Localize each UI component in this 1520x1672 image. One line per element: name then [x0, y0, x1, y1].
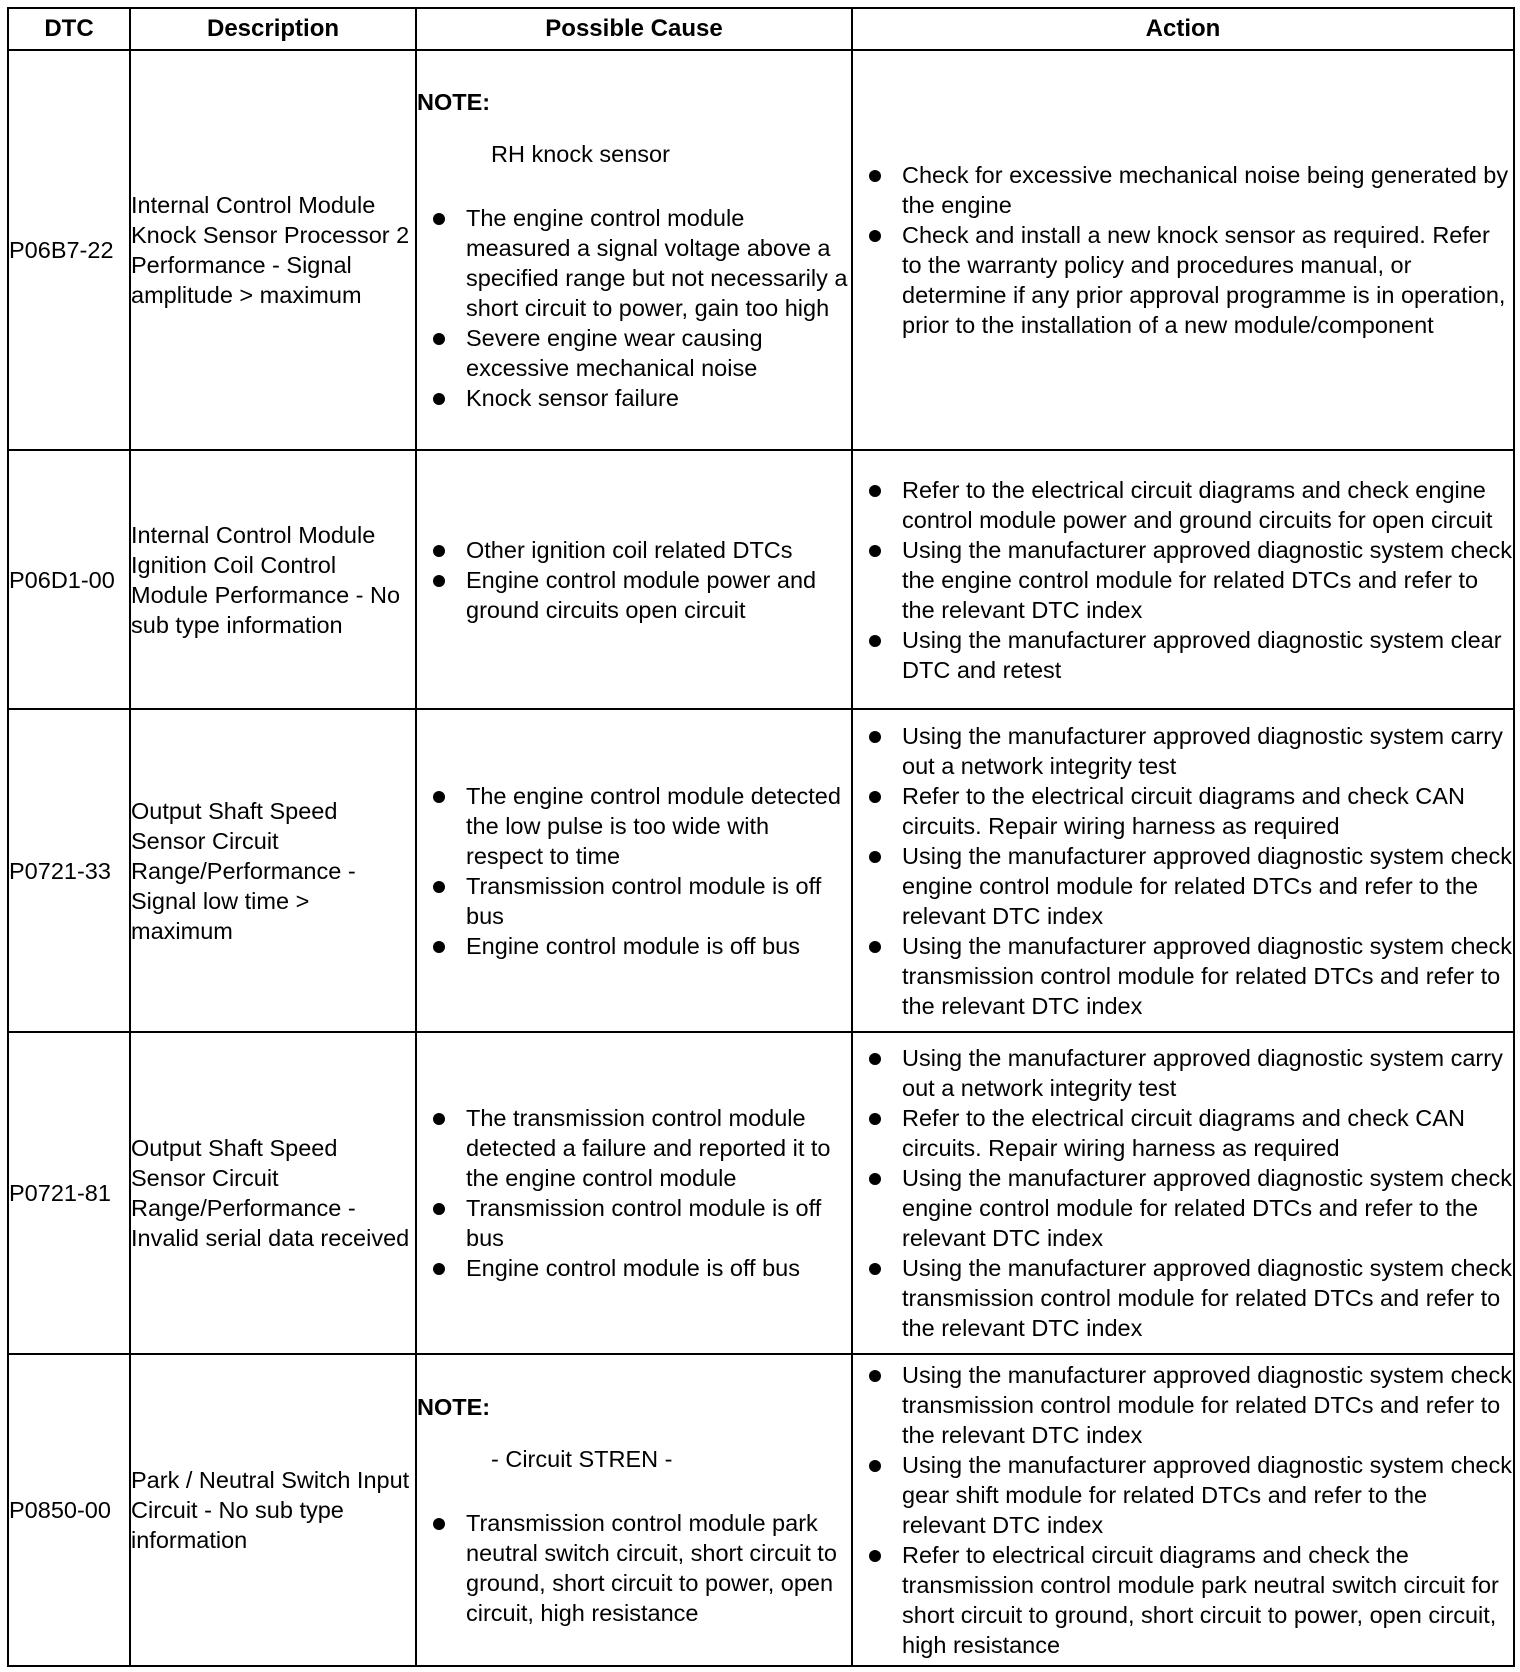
list-item: Using the manufacturer approved diagnostic system carry out a network integrity test [853, 1043, 1513, 1103]
list-item: Knock sensor failure [417, 383, 851, 413]
list-item: Using the manufacturer approved diagnostic system check the engine control module for related DTCs and refer to the relevant DTC index [853, 535, 1513, 625]
dtc-code: P0721-81 [8, 1032, 130, 1354]
header-row [8, 8, 1514, 50]
list-item: Refer to the electrical circuit diagrams and check engine control module power and ground circuits for open circuit [853, 475, 1513, 535]
list-item: Using the manufacturer approved diagnostic system check gear shift module for related DTCs and refer to the relevant DTC index [853, 1450, 1513, 1540]
list-item: The engine control module measured a signal voltage above a specified range but not necessarily a short circuit to power, gain too high [417, 203, 851, 323]
note-label: NOTE: [417, 89, 491, 115]
list-item: Engine control module is off bus [417, 1253, 851, 1283]
list-item: Using the manufacturer approved diagnostic system carry out a network integrity test [853, 721, 1513, 781]
list-item: Transmission control module is off bus [417, 871, 851, 931]
possible-cause [416, 50, 852, 450]
header-description: Description [130, 8, 416, 50]
cause-list [417, 203, 851, 413]
list-item: The engine control module detected the low pulse is too wide with respect to time [417, 781, 851, 871]
action-list [853, 475, 1513, 685]
table-row [8, 1032, 1514, 1354]
list-item: Engine control module power and ground circuits open circuit [417, 565, 851, 625]
list-item: Using the manufacturer approved diagnostic system check transmission control module for related DTCs and refer to the relevant DTC index [853, 1360, 1513, 1450]
note-label: NOTE: [417, 1394, 491, 1420]
list-item: Using the manufacturer approved diagnostic system check transmission control module for related DTCs and refer to the relevant DTC index [853, 1253, 1513, 1343]
cause-list [417, 781, 851, 961]
description: Park / Neutral Switch Input Circuit - No sub type information [130, 1354, 416, 1666]
list-item: Transmission control module park neutral switch circuit, short circuit to ground, short circuit to power, open circuit, high resistance [417, 1508, 851, 1628]
list-item: The transmission control module detected a failure and reported it to the engine control module [417, 1103, 851, 1193]
header-possible-cause: Possible Cause [416, 8, 852, 50]
list-item: Using the manufacturer approved diagnostic system check engine control module for related DTCs and refer to the relevant DTC index [853, 1163, 1513, 1253]
dtc-code: P06B7-22 [8, 50, 130, 450]
list-item: Using the manufacturer approved diagnostic system check transmission control module for related DTCs and refer to the relevant DTC index [853, 931, 1513, 1021]
list-item: Transmission control module is off bus [417, 1193, 851, 1253]
action [852, 450, 1514, 709]
list-item: Using the manufacturer approved diagnostic system clear DTC and retest [853, 625, 1513, 685]
dtc-code: P0721-33 [8, 709, 130, 1032]
action [852, 1032, 1514, 1354]
list-item: Refer to electrical circuit diagrams and check the transmission control module park neutral switch circuit for short circuit to ground, short circuit to power, open circuit, high resistance [853, 1540, 1513, 1660]
possible-cause [416, 709, 852, 1032]
table-row [8, 50, 1514, 450]
note-text: RH knock sensor [491, 141, 670, 167]
action-list [853, 1360, 1513, 1660]
list-item: Refer to the electrical circuit diagrams and check CAN circuits. Repair wiring harness as required [853, 781, 1513, 841]
list-item: Refer to the electrical circuit diagrams and check CAN circuits. Repair wiring harness as required [853, 1103, 1513, 1163]
description: Output Shaft Speed Sensor Circuit Range/Performance - Signal low time > maximum [130, 709, 416, 1032]
header-action: Action [852, 8, 1514, 50]
cause-list [417, 1103, 851, 1283]
action-list [853, 160, 1513, 340]
dtc-code: P0850-00 [8, 1354, 130, 1666]
dtc-table [7, 7, 1515, 1667]
table-row [8, 1354, 1514, 1666]
action [852, 709, 1514, 1032]
list-item: Check for excessive mechanical noise being generated by the engine [853, 160, 1513, 220]
description: Internal Control Module Knock Sensor Processor 2 Performance - Signal amplitude > maximum [130, 50, 416, 450]
header-dtc: DTC [8, 8, 130, 50]
description: Internal Control Module Ignition Coil Control Module Performance - No sub type information [130, 450, 416, 709]
cause-list [417, 535, 851, 625]
action [852, 50, 1514, 450]
list-item: Severe engine wear causing excessive mechanical noise [417, 323, 851, 383]
action [852, 1354, 1514, 1666]
list-item: Using the manufacturer approved diagnostic system check engine control module for related DTCs and refer to the relevant DTC index [853, 841, 1513, 931]
action-list [853, 721, 1513, 1021]
list-item: Check and install a new knock sensor as required. Refer to the warranty policy and procedures manual, or determine if any prior approval programme is in operation, prior to the installation of a new module/component [853, 220, 1513, 340]
action-list [853, 1043, 1513, 1343]
dtc-code: P06D1-00 [8, 450, 130, 709]
possible-cause [416, 1354, 852, 1666]
possible-cause [416, 450, 852, 709]
possible-cause [416, 1032, 852, 1354]
cause-list [417, 1508, 851, 1628]
table-row [8, 450, 1514, 709]
list-item: Engine control module is off bus [417, 931, 851, 961]
note-text: - Circuit STREN - [491, 1446, 673, 1472]
list-item: Other ignition coil related DTCs [417, 535, 851, 565]
description: Output Shaft Speed Sensor Circuit Range/Performance - Invalid serial data received [130, 1032, 416, 1354]
table-row [8, 709, 1514, 1032]
